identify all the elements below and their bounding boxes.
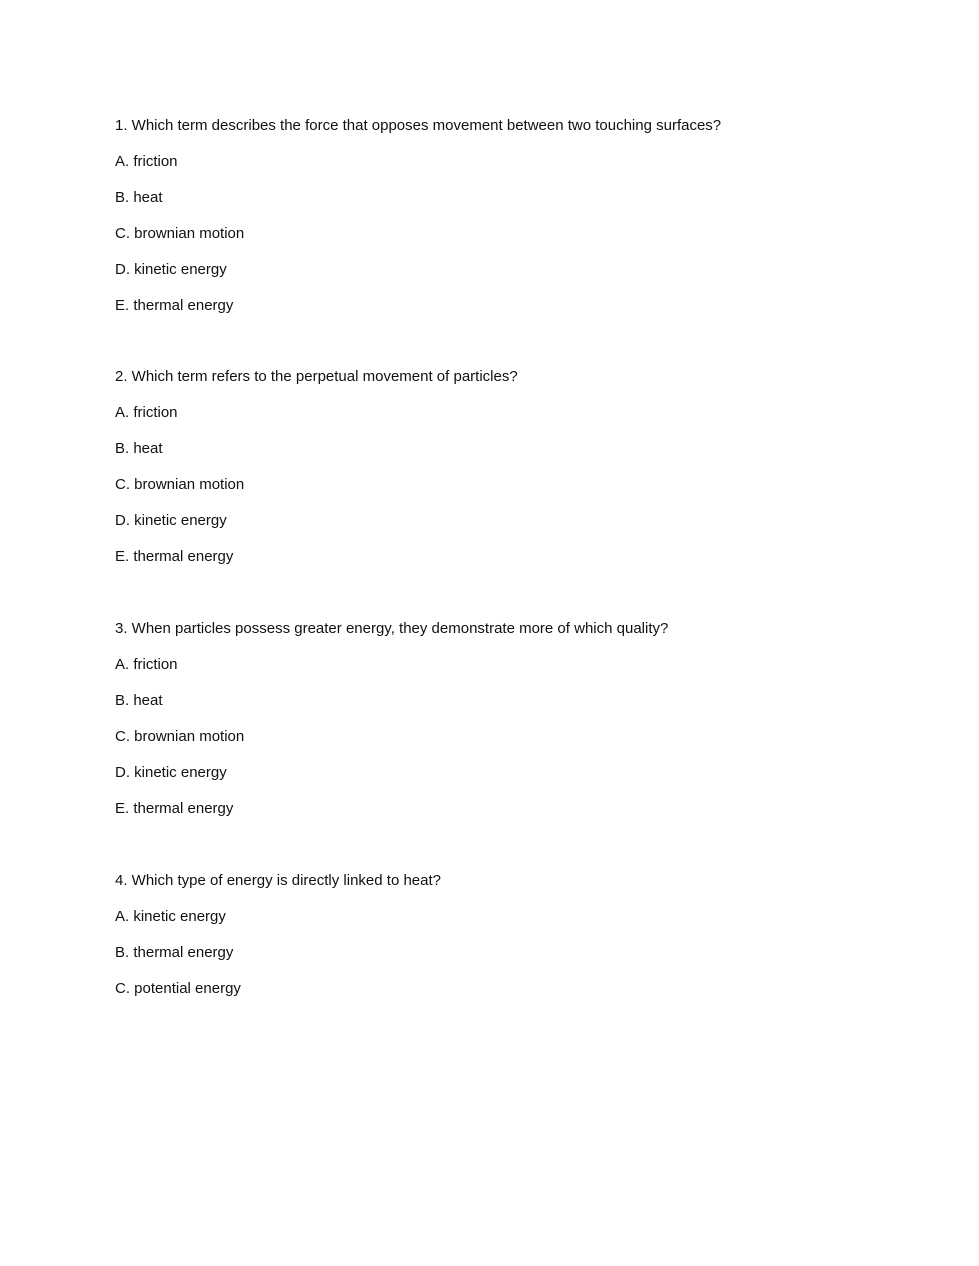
question-3-text: 3. When particles possess greater energy, they demonstrate more of which quality? [115,620,669,637]
question-1-option-c: C. brownian motion [115,225,245,242]
question-1-options [115,153,875,315]
question-3-option-c: C. brownian motion [115,728,245,745]
question-4-text: 4. Which type of energy is directly linked to heat? [115,872,442,889]
question-2 [115,368,875,566]
question-1-option-d: D. kinetic energy [115,261,227,278]
question-1-option-e: E. thermal energy [115,297,234,314]
question-1 [115,117,875,315]
question-2-option-b: B. heat [115,440,163,457]
question-2-option-e: E. thermal energy [115,548,234,565]
question-4-option-a: A. kinetic energy [115,908,226,925]
question-2-options [115,404,875,566]
question-3-option-a: A. friction [115,656,178,673]
question-2-option-d: D. kinetic energy [115,512,227,529]
question-3-option-e: E. thermal energy [115,800,234,817]
question-3-option-b: B. heat [115,692,163,709]
question-2-option-c: C. brownian motion [115,476,245,493]
question-3 [115,620,875,818]
question-4-options [115,908,875,998]
question-4 [115,872,875,998]
question-3-options [115,656,875,818]
question-4-option-b: B. thermal energy [115,944,234,961]
question-4-option-c: C. potential energy [115,980,241,997]
question-1-text: 1. Which term describes the force that opposes movement between two touching surfaces? [115,117,722,134]
question-1-option-b: B. heat [115,189,163,206]
question-1-option-a: A. friction [115,153,178,170]
question-3-option-d: D. kinetic energy [115,764,227,781]
question-2-text: 2. Which term refers to the perpetual movement of particles? [115,368,518,385]
question-2-option-a: A. friction [115,404,178,421]
